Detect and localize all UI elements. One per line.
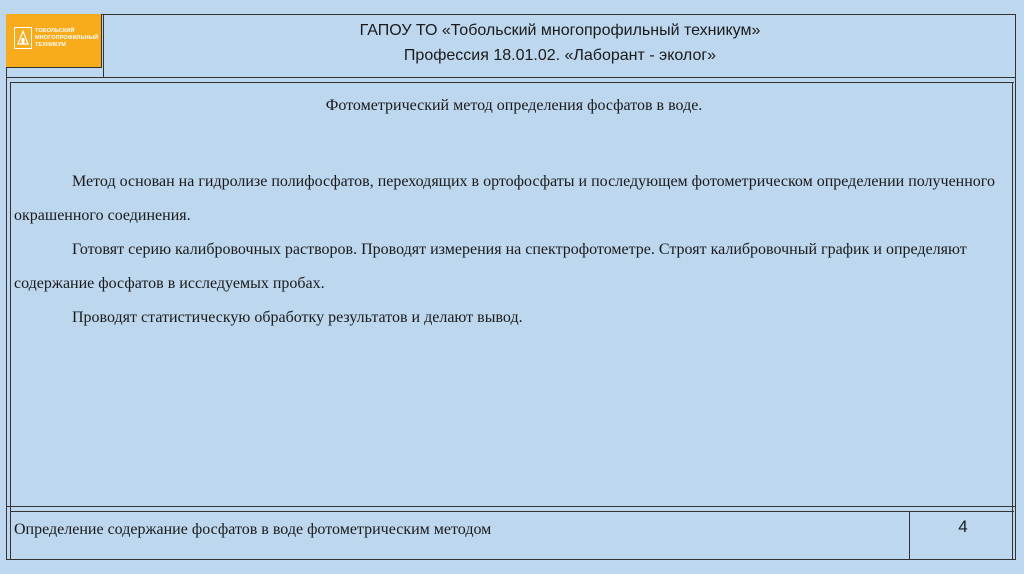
logo-text: ТОБОЛЬСКИЙ МНОГОПРОФИЛЬНЫЙ ТЕХНИКУМ [35,28,99,48]
footer-topic: Определение содержание фосфатов в воде фотометрическим методом [14,521,492,538]
footer-top-line [6,506,1016,507]
header [104,18,1016,68]
institution-name: ГАПОУ ТО «Тобольский многопрофильный техникум» [359,22,761,39]
header-bottom-line [6,77,1016,78]
college-logo [6,14,102,68]
college-emblem-icon [14,27,32,49]
profession-name: Профессия 18.01.02. «Лаборант - эколог» [403,47,717,64]
content-box-right-border [1012,82,1013,560]
content-box-left-border [10,82,11,560]
page-number: 4 [958,517,968,536]
content-title: Фотометрический метод определения фосфатов в воде. [325,97,703,114]
paragraph: Метод основан на гидролизе полифосфатов, переходящих в ортофосфаты и последующем фотометрическом определении полученного окрашенного соединения. [14,173,995,224]
content-body [14,165,1004,335]
footer-inner-line [10,511,1014,512]
paragraph: Готовят серию калибровочных растворов. Проводят измерения на спектрофотометре. Строят калибровочный график и определяют содержание фосфатов в исследуемых пробах. [14,241,967,292]
paragraph: Проводят статистическую обработку результатов и делают вывод. [72,309,523,326]
